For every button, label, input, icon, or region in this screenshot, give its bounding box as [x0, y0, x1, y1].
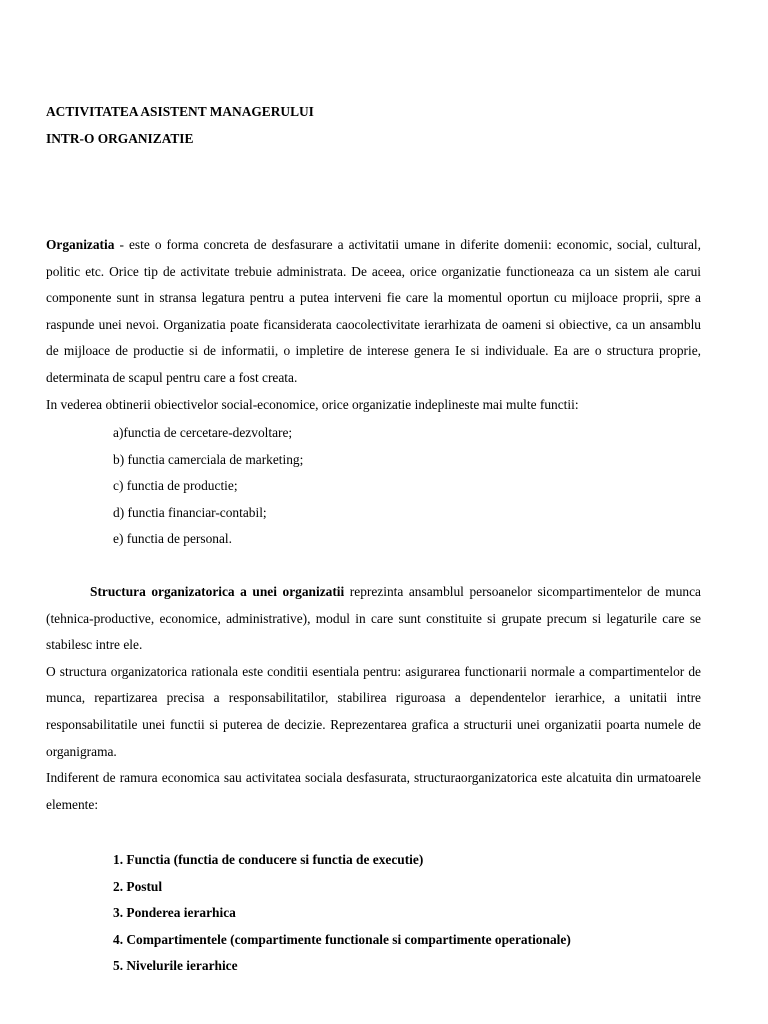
- list-item: 2. Postul: [113, 878, 163, 894]
- document-title-line2: INTR-O ORGANIZATIE: [46, 131, 194, 146]
- list-item: 5. Nivelurile ierarhice: [113, 958, 238, 974]
- rational-structure-paragraph: O structura organizatorica rationala este conditii esentiala pentru: asigurarea functionarii normale a compartimentelor de munca, repartizarea precisa a responsabilitatilor, stabilirea riguroasa a dependentelor ierarhice, a unitatii intre responsabilitatile unei functii si puterea de decizie. Reprezentarea grafica a structurii unei organizatii poarta numele de organigrama.: [46, 663, 701, 759]
- list-item: 3. Ponderea ierarhica: [113, 905, 236, 921]
- organizational-structure-section: [46, 579, 701, 818]
- organization-functions-list: [113, 420, 303, 553]
- organization-definition-text: - este o forma concreta de desfasurare a activitatii umane in diferite domenii: economic, social, cultural, politic etc. Orice tip de activitate trebuie administrata. De aceea, orice organizatie functioneaza ca un sistem ale carui componente sunt in stransa legatura pentru a putea interveni fie care la momentul oportun cu mijloace proprii, spre a raspunde unei nevoi. Organizatia poate ficansiderata caocolectivitate ierarhizata de oameni si obiective, ca un ansamblu de mijloace de productie si de informatii, o impletire de interese genera Ie si individuale. Ea are o structura proprie, determinata de scapul pentru care a fost creata.: [46, 237, 701, 385]
- structure-definition-paragraph: [46, 579, 701, 659]
- document-title-line1: ACTIVITATEA ASISTENT MANAGERULUI: [46, 104, 314, 119]
- organization-definition-section: [46, 232, 701, 418]
- organization-term: Organizatia: [46, 237, 115, 252]
- list-item: c) functia de productie;: [113, 478, 238, 494]
- list-item: d) functia financiar-contabil;: [113, 504, 267, 520]
- list-item: 1. Functia (functia de conducere si functia de executie): [113, 852, 424, 867]
- structure-definition-text: reprezinta ansamblul persoanelor sicompartimentelor de munca (tehnica-productive, economice, administrative), modul in care sunt constituite si grupate precum si legaturile care se stabilesc intre ele.: [46, 584, 701, 653]
- list-item: a)functia de cercetare-dezvoltare;: [113, 425, 293, 440]
- structure-elements-list: [113, 847, 571, 980]
- list-item: 4. Compartimentele (compartimente functionale si compartimente operationale): [113, 931, 571, 947]
- structure-elements-intro-paragraph: Indiferent de ramura economica sau activitatea sociala desfasurata, structuraorganizatorica este alcatuita din urmatoarele elemente:: [46, 770, 701, 812]
- functions-intro-paragraph: In vederea obtinerii obiectivelor social-economice, orice organizatie indeplineste mai multe functii:: [46, 396, 579, 412]
- list-item: e) functia de personal.: [113, 531, 232, 547]
- structure-term: Structura organizatorica a unei organizatii: [90, 584, 345, 599]
- organization-definition-paragraph: [46, 232, 701, 392]
- list-item: b) functia camerciala de marketing;: [113, 451, 304, 467]
